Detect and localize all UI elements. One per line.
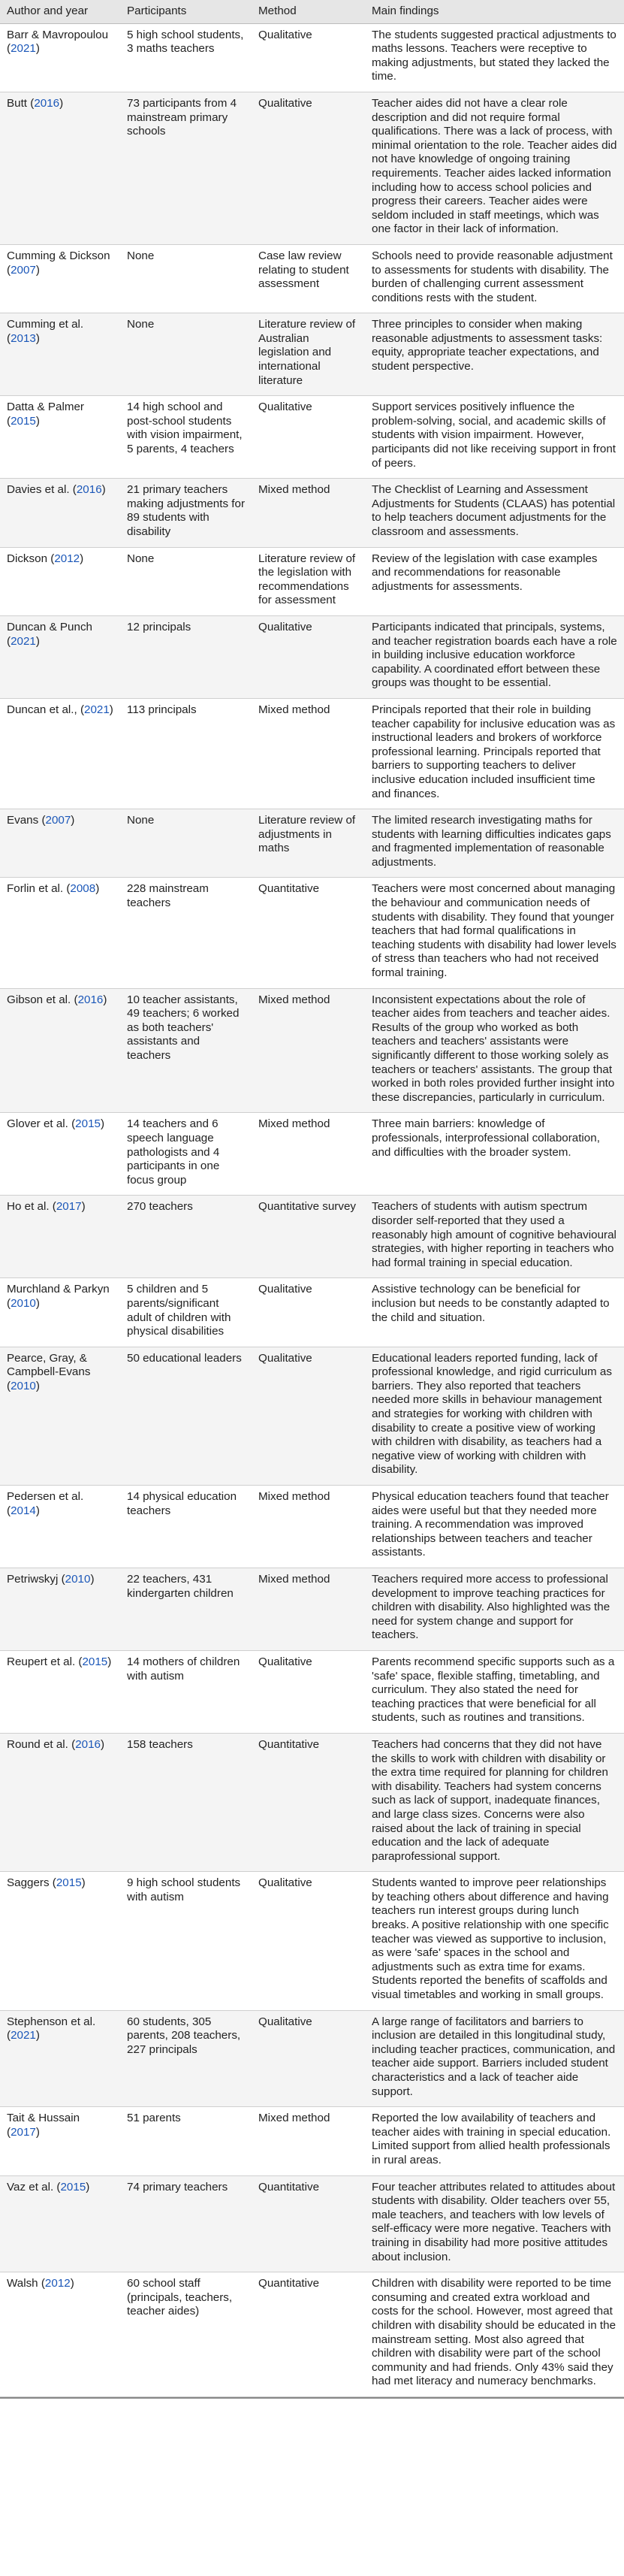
cell-main-findings: Participants indicated that principals, systems, and teacher registration boards each have a role in building inclusive education workforce capability. A coordinated effort between these groups was thought to be essential. <box>365 615 624 698</box>
cell-main-findings: Teachers were most concerned about managing the behaviour and communication needs of students with disability. They found that younger teachers that had formal qualifications in teaching students with disability had lower levels of stress than teachers who had not received formal training. <box>365 878 624 988</box>
cell-main-findings: Three principles to consider when making reasonable adjustments to assessment tasks: equity, appropriate teacher expectations, and student perspective. <box>365 313 624 396</box>
cell-main-findings: Students wanted to improve peer relationships by teaching others about difference and having teachers run interest groups during lunch breaks. A positive relationship with one specific teacher was viewed as supportive to inclusion, as were 'safe' spaces in the school and adjustments such as extra time for exams. Students reported the benefits of scaffolds and visual timetables and working in small groups. <box>365 1872 624 2010</box>
cell-method: Literature review of the legislation with recommendations for assessment <box>252 547 365 615</box>
table-row <box>0 244 624 313</box>
author-name: Reupert et al. <box>7 1655 76 1668</box>
cell-main-findings: Children with disability were reported to be time consuming and created extra workload and costs for the school. However, most agreed that children with disability should be educated in the mainstream setting. Most also agreed that children with disability were part of the school community and had friends. Only 43% said they had met literacy and numeracy benchmarks. <box>365 2272 624 2397</box>
cell-participants: 228 mainstream teachers <box>120 878 252 988</box>
year-citation-link[interactable]: 2021 <box>84 703 110 716</box>
cell-participants: 9 high school students with autism <box>120 1872 252 2010</box>
cell-main-findings: Teachers required more access to professional development to improve teaching practices for children with disability. Also highlighted was the need for system change and support for teachers. <box>365 1568 624 1651</box>
cell-participants: 14 mothers of children with autism <box>120 1650 252 1733</box>
cell-main-findings: Teachers of students with autism spectrum disorder self-reported that they used a reasonably high amount of cognitive behavioural strategies, with higher reporting in teachers who had formal training in special education. <box>365 1196 624 1278</box>
cell-method: Literature review of adjustments in maths <box>252 809 365 878</box>
year-citation-link[interactable]: 2021 <box>11 634 36 648</box>
cell-method: Case law review relating to student assessment <box>252 244 365 313</box>
cell-participants: None <box>120 547 252 615</box>
table-row <box>0 1347 624 1485</box>
cell-main-findings: Schools need to provide reasonable adjustment to assessments for students with disability. The burden of challenging current assessment conditions rests with the student. <box>365 244 624 313</box>
cell-author-year: Cumming & Dickson (2007) <box>0 244 120 313</box>
cell-participants: 21 primary teachers making adjustments for 89 students with disability <box>120 479 252 547</box>
cell-participants: 5 children and 5 parents/significant adult of children with physical disabilities <box>120 1278 252 1347</box>
cell-method: Qualitative <box>252 615 365 698</box>
cell-main-findings: Support services positively influence the problem-solving, social, and academic skills of students with vision impairment. However, participants did not like receiving support in front of peers. <box>365 396 624 479</box>
cell-participants: 158 teachers <box>120 1733 252 1871</box>
author-name: Vaz et al. <box>7 2180 54 2194</box>
year-citation-link[interactable]: 2013 <box>11 331 36 345</box>
cell-participants: 74 primary teachers <box>120 2175 252 2272</box>
cell-main-findings: Reported the low availability of teachers and teacher aides with training in special education. Limited support from allied health professionals in rural areas. <box>365 2107 624 2175</box>
cell-participants: 12 principals <box>120 615 252 698</box>
author-name: Dickson <box>7 552 48 565</box>
author-name: Pearce, Gray, & Campbell-Evans <box>7 1351 91 1379</box>
cell-method: Qualitative <box>252 23 365 92</box>
cell-main-findings: The Checklist of Learning and Assessment Adjustments for Students (CLAAS) has potential to help teachers document adjustments for the classroom and assessments. <box>365 479 624 547</box>
author-name: Saggers <box>7 1876 50 1890</box>
cell-main-findings: Parents recommend specific supports such as a 'safe' space, flexible staffing, timetabling, and curriculum. They also stated the need for teaching practices that were beneficial for all students, such as routines and transitions. <box>365 1650 624 1733</box>
year-citation-link[interactable]: 2021 <box>11 2029 36 2042</box>
cell-method: Quantitative survey <box>252 1196 365 1278</box>
year-citation-link[interactable]: 2010 <box>11 1379 36 1392</box>
cell-author-year: Butt (2016) <box>0 92 120 244</box>
year-citation-link[interactable]: 2016 <box>75 1737 101 1751</box>
cell-author-year: Murchland & Parkyn (2010) <box>0 1278 120 1347</box>
table-row <box>0 1733 624 1871</box>
cell-participants: 113 principals <box>120 698 252 809</box>
author-name: Stephenson et al. <box>7 2015 96 2028</box>
cell-method: Mixed method <box>252 988 365 1113</box>
author-name: Duncan & Punch <box>7 620 92 633</box>
table-row <box>0 2107 624 2175</box>
table-row <box>0 698 624 809</box>
author-name: Petriwskyj <box>7 1573 59 1586</box>
cell-author-year: Stephenson et al. (2021) <box>0 2010 120 2107</box>
cell-participants: 60 school staff (principals, teachers, teacher aides) <box>120 2272 252 2397</box>
cell-participants: None <box>120 313 252 396</box>
year-citation-link[interactable]: 2016 <box>76 483 102 497</box>
year-citation-link[interactable]: 2007 <box>45 814 71 827</box>
cell-participants: 270 teachers <box>120 1196 252 1278</box>
cell-author-year: Saggers (2015) <box>0 1872 120 2010</box>
author-name: Duncan et al., <box>7 703 77 716</box>
cell-participants: 14 teachers and 6 speech language pathologists and 4 participants in one focus group <box>120 1113 252 1196</box>
cell-main-findings: Educational leaders reported funding, lack of professional knowledge, and rigid curriculum as barriers. They also reported that teachers needed more skills in behaviour management and strategies for working with children with disability to create a positive view of working with children with disability, as teachers had a negative view of working with children with disability. <box>365 1347 624 1485</box>
cell-participants: 51 parents <box>120 2107 252 2175</box>
cell-method: Qualitative <box>252 1650 365 1733</box>
cell-method: Mixed method <box>252 479 365 547</box>
year-citation-link[interactable]: 2017 <box>56 1200 82 1214</box>
cell-method: Quantitative <box>252 1733 365 1871</box>
header-main-findings: Main findings <box>365 0 624 23</box>
cell-main-findings: Physical education teachers found that teacher aides were useful but that they needed more training. A recommendation was improved relationships between teachers and teacher assistants. <box>365 1486 624 1568</box>
cell-method: Quantitative <box>252 2272 365 2397</box>
cell-author-year: Evans (2007) <box>0 809 120 878</box>
author-name: Tait & Hussain <box>7 2112 80 2125</box>
author-name: Cumming et al. <box>7 318 84 331</box>
table-row <box>0 479 624 547</box>
year-citation-link[interactable]: 2010 <box>65 1573 91 1586</box>
cell-main-findings: The students suggested practical adjustments to maths lessons. Teachers were receptive to making adjustments, but stated they lacked the time. <box>365 23 624 92</box>
cell-author-year: Pearce, Gray, & Campbell-Evans (2010) <box>0 1347 120 1485</box>
table-row <box>0 988 624 1113</box>
year-citation-link[interactable]: 2008 <box>70 882 96 896</box>
table-row <box>0 547 624 615</box>
author-name: Ho et al. <box>7 1200 50 1214</box>
table-bottom-rule <box>0 2397 624 2399</box>
table-row <box>0 396 624 479</box>
year-citation-link[interactable]: 2015 <box>82 1655 108 1668</box>
cell-participants: None <box>120 244 252 313</box>
cell-author-year: Vaz et al. (2015) <box>0 2175 120 2272</box>
table-row <box>0 1113 624 1196</box>
table-row <box>0 2010 624 2107</box>
cell-main-findings: Three main barriers: knowledge of professionals, interprofessional collaboration, and difficulties with the broader system. <box>365 1113 624 1196</box>
author-name: Cumming & Dickson <box>7 249 110 262</box>
cell-main-findings: Review of the legislation with case examples and recommendations for reasonable adjustments for assessments. <box>365 547 624 615</box>
cell-author-year: Gibson et al. (2016) <box>0 988 120 1113</box>
table-row <box>0 1486 624 1568</box>
cell-participants: 14 high school and post-school students with vision impairment, 5 parents, 4 teachers <box>120 396 252 479</box>
table-row <box>0 615 624 698</box>
table-row <box>0 809 624 878</box>
cell-method: Qualitative <box>252 2010 365 2107</box>
cell-main-findings: Teacher aides did not have a clear role description and did not require formal qualifications. There was a lack of process, with minimal orientation to the role. Teacher aides did not have knowledge of ongoing training requirements. Teacher aides lacked information including how to access school policies and progress their careers. Teacher aides were seldom included in staff meetings, which was one factor in their lack of information. <box>365 92 624 244</box>
table-row <box>0 2272 624 2397</box>
cell-main-findings: Four teacher attributes related to attitudes about students with disability. Older teachers over 55, male teachers, and teachers with low levels of self-efficacy were more negative. Teachers with training in disability had more positive attitudes about inclusion. <box>365 2175 624 2272</box>
author-name: Davies et al. <box>7 483 70 497</box>
cell-main-findings: Assistive technology can be beneficial for inclusion but needs to be constantly adapted to the child and situation. <box>365 1278 624 1347</box>
cell-participants: None <box>120 809 252 878</box>
cell-author-year: Walsh (2012) <box>0 2272 120 2397</box>
author-name: Evans <box>7 814 39 827</box>
year-citation-link[interactable]: 2015 <box>11 414 36 428</box>
cell-author-year: Pedersen et al. (2014) <box>0 1486 120 1568</box>
cell-author-year: Tait & Hussain (2017) <box>0 2107 120 2175</box>
cell-method: Literature review of Australian legislation and international literature <box>252 313 365 396</box>
table-row <box>0 23 624 92</box>
table-row <box>0 2175 624 2272</box>
table-row <box>0 1568 624 1651</box>
table-row <box>0 92 624 244</box>
year-citation-link[interactable]: 2015 <box>56 1876 82 1890</box>
year-citation-link[interactable]: 2016 <box>77 993 104 1006</box>
cell-main-findings: The limited research investigating maths for students with learning difficulties indicates gaps and fragmented implementation of reasonable adjustments. <box>365 809 624 878</box>
cell-participants: 5 high school students, 3 maths teachers <box>120 23 252 92</box>
cell-author-year: Dickson (2012) <box>0 547 120 615</box>
cell-author-year: Glover et al. (2015) <box>0 1113 120 1196</box>
table-header <box>0 0 624 23</box>
year-citation-link[interactable]: 2015 <box>75 1117 101 1131</box>
cell-method: Qualitative <box>252 1347 365 1485</box>
cell-participants: 10 teacher assistants, 49 teachers; 6 worked as both teachers' assistants and teachers <box>120 988 252 1113</box>
cell-method: Mixed method <box>252 1568 365 1651</box>
year-citation-link[interactable]: 2010 <box>11 1296 36 1310</box>
table-body <box>0 23 624 2396</box>
author-name: Walsh <box>7 2277 38 2290</box>
cell-method: Qualitative <box>252 1872 365 2010</box>
header-author-year: Author and year <box>0 0 120 23</box>
author-name: Forlin et al. <box>7 882 64 896</box>
table-row <box>0 313 624 396</box>
cell-main-findings: Teachers had concerns that they did not have the skills to work with children with disability or the extra time required for planning for children with disability. Teachers had system concerns such as lack of support, inadequate finances, and large class sizes. Concerns were also raised about the lack of training in special education and the lack of adequate paraprofessional support. <box>365 1733 624 1871</box>
author-name: Round et al. <box>7 1737 68 1751</box>
cell-author-year: Round et al. (2016) <box>0 1733 120 1871</box>
cell-author-year: Reupert et al. (2015) <box>0 1650 120 1733</box>
table-row <box>0 1650 624 1733</box>
cell-method: Mixed method <box>252 1486 365 1568</box>
table-row <box>0 1278 624 1347</box>
cell-participants: 14 physical education teachers <box>120 1486 252 1568</box>
author-name: Datta & Palmer <box>7 401 84 414</box>
cell-main-findings: Principals reported that their role in building teacher capability for inclusive education was as instructional leaders and brokers of workforce professional learning. Principals reported that barriers to supporting teachers to deliver inclusive education included insufficient time and finances. <box>365 698 624 809</box>
year-citation-link[interactable]: 2015 <box>60 2180 86 2194</box>
cell-method: Mixed method <box>252 2107 365 2175</box>
table-row <box>0 1872 624 2010</box>
author-name: Butt <box>7 96 28 110</box>
cell-author-year: Barr & Mavropoulou (2021) <box>0 23 120 92</box>
cell-author-year: Datta & Palmer (2015) <box>0 396 120 479</box>
author-name: Murchland & Parkyn <box>7 1283 110 1296</box>
header-participants: Participants <box>120 0 252 23</box>
cell-method: Mixed method <box>252 698 365 809</box>
author-name: Glover et al. <box>7 1117 68 1131</box>
year-citation-link[interactable]: 2012 <box>44 2277 71 2290</box>
cell-method: Qualitative <box>252 1278 365 1347</box>
table-row <box>0 1196 624 1278</box>
cell-method: Mixed method <box>252 1113 365 1196</box>
cell-method: Qualitative <box>252 396 365 479</box>
header-row <box>0 0 624 23</box>
cell-main-findings: Inconsistent expectations about the role of teacher aides from teachers and teacher aides. Results of the group who worked as both teachers and teachers' assistants were significantly different to those working solely as teachers or teachers' assistants. The group that worked in both roles provided further insight into these discrepancies, particularly in curriculum. <box>365 988 624 1113</box>
cell-main-findings: A large range of facilitators and barriers to inclusion are detailed in this longitudinal study, including teacher practices, communication, and teacher aide support. Barriers included student characteristics and a lack of teacher aide support. <box>365 2010 624 2107</box>
table-row <box>0 878 624 988</box>
cell-author-year: Duncan & Punch (2021) <box>0 615 120 698</box>
year-citation-link[interactable]: 2017 <box>11 2125 36 2139</box>
cell-author-year: Cumming et al. (2013) <box>0 313 120 396</box>
cell-participants: 50 educational leaders <box>120 1347 252 1485</box>
author-name: Pedersen et al. <box>7 1490 84 1504</box>
cell-participants: 22 teachers, 431 kindergarten children <box>120 1568 252 1651</box>
cell-author-year: Duncan et al., (2021) <box>0 698 120 809</box>
cell-author-year: Davies et al. (2016) <box>0 479 120 547</box>
author-name: Barr & Mavropoulou <box>7 28 109 41</box>
cell-author-year: Forlin et al. (2008) <box>0 878 120 988</box>
author-name: Gibson et al. <box>7 993 71 1006</box>
cell-participants: 60 students, 305 parents, 208 teachers, 227 principals <box>120 2010 252 2107</box>
cell-method: Qualitative <box>252 92 365 244</box>
cell-author-year: Petriwskyj (2010) <box>0 1568 120 1651</box>
cell-author-year: Ho et al. (2017) <box>0 1196 120 1278</box>
header-method: Method <box>252 0 365 23</box>
year-citation-link[interactable]: 2021 <box>11 42 36 56</box>
year-citation-link[interactable]: 2007 <box>11 263 36 277</box>
year-citation-link[interactable]: 2014 <box>11 1504 36 1517</box>
cell-participants: 73 participants from 4 mainstream primary schools <box>120 92 252 244</box>
cell-method: Quantitative <box>252 878 365 988</box>
year-citation-link[interactable]: 2016 <box>34 96 60 110</box>
year-citation-link[interactable]: 2012 <box>54 552 80 565</box>
cell-method: Quantitative <box>252 2175 365 2272</box>
